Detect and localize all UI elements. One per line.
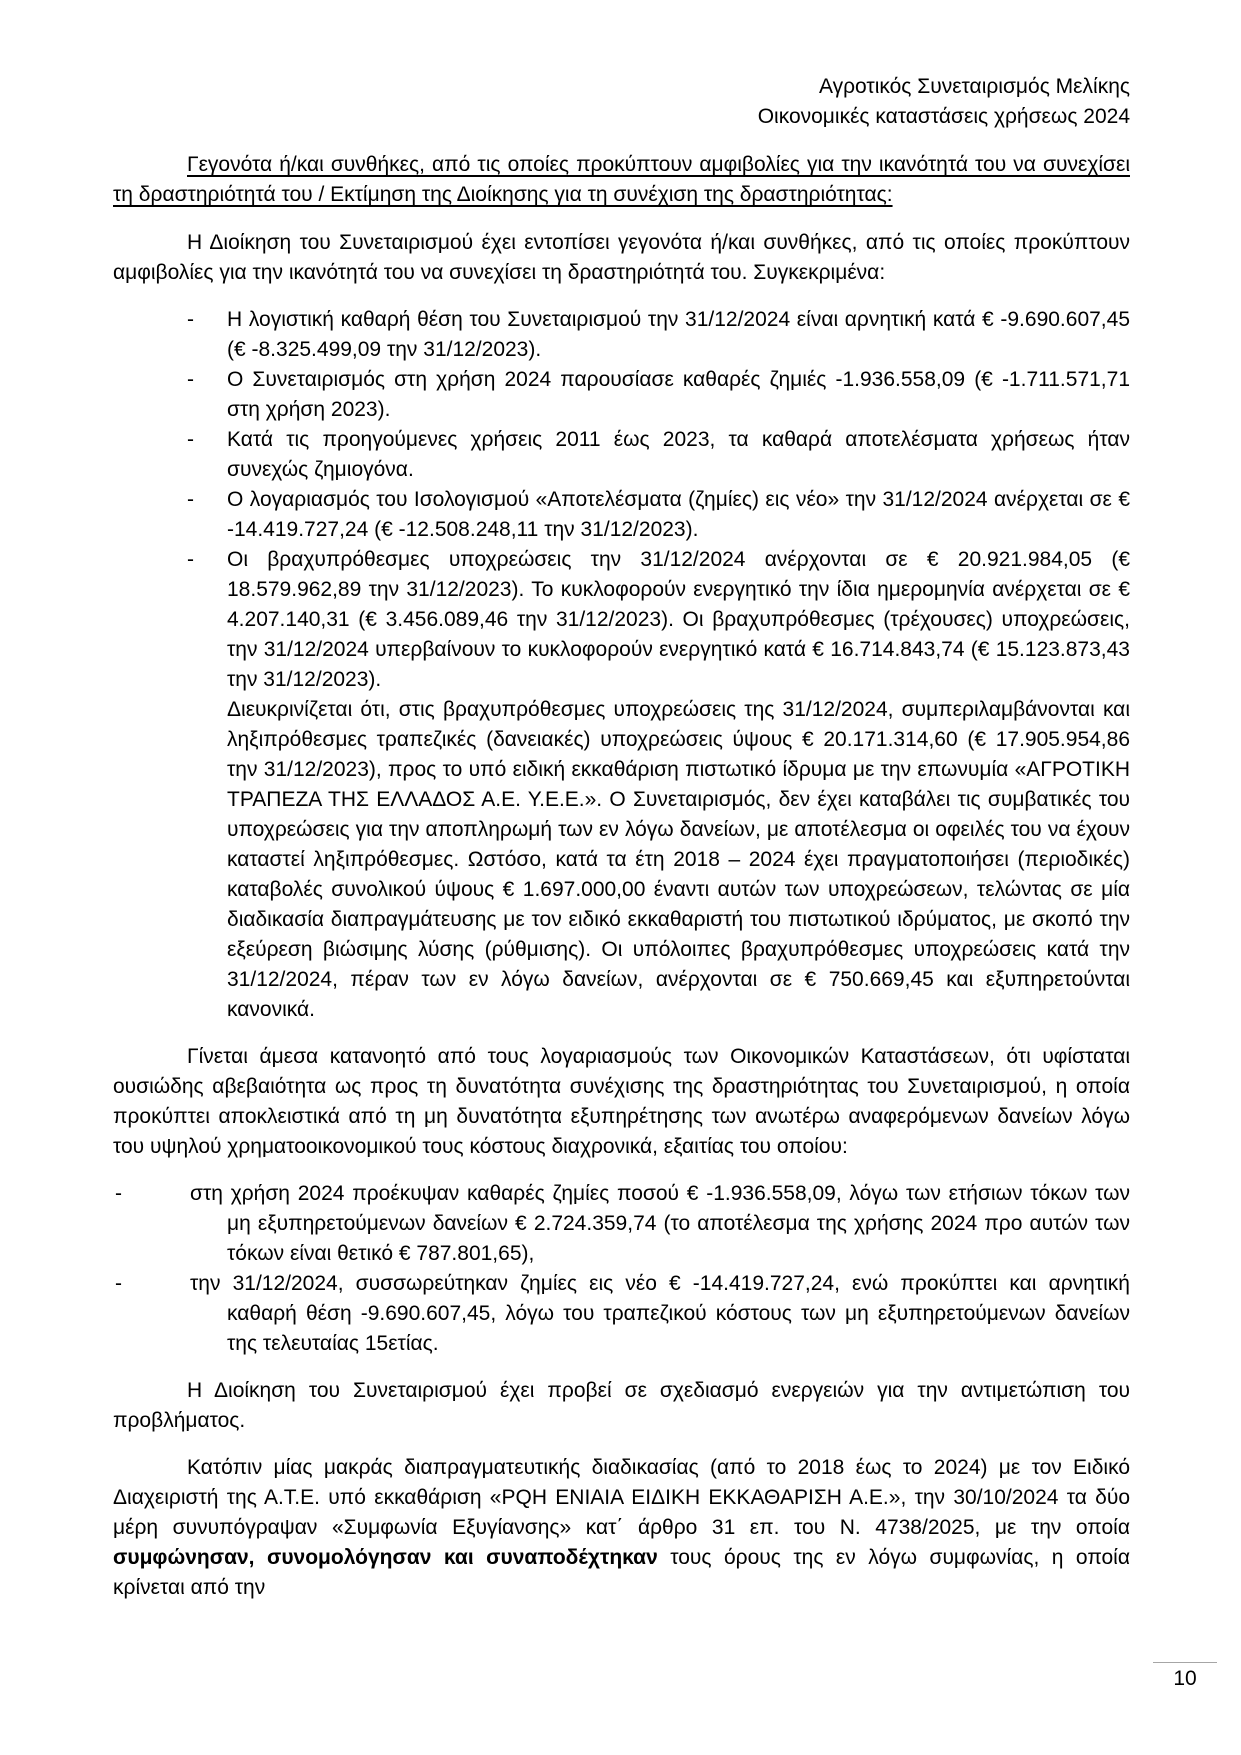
list-item: - την 31/12/2024, συσσωρεύτηκαν ζημίες εις νέο € -14.419.727,24, ενώ προκύπτει και αρνητική καθαρή θέση -9.690.607,45, λόγω του τραπεζικού κόστους των μη εξυπηρετούμενων δανείων της τελευταίας 15ετίας.: [115, 1272, 1130, 1355]
header-org-name: Αγροτικός Συνεταιρισμός Μελίκης: [818, 75, 1130, 98]
list-item-text: Ο Συνεταιρισμός στη χρήση 2024 παρουσίασε καθαρές ζημιές -1.936.558,09 (€ -1.711.571,71 στη χρήση 2023).: [227, 368, 1130, 421]
agreement-text-end: τους όρους της εν λόγω συμφωνίας, η οποία κρίνεται από την: [113, 1546, 1130, 1599]
list-item: [113, 305, 1130, 365]
list-item: [113, 545, 1130, 695]
going-concern-indicators-list: [113, 305, 1130, 695]
section-heading: Γεγονότα ή/και συνθήκες, από τις οποίες προκύπτουν αμφιβολίες για την ικανότητά του να συνεχίσει τη δραστηριότητά του / Εκτίμηση της Διοίκησης για τη συνέχιση της δραστηριότητας:: [113, 153, 1130, 206]
uncertainty-paragraph: Γίνεται άμεσα κατανοητό από τους λογαριασμούς των Οικονομικών Καταστάσεων, ότι υφίσταται ουσιώδης αβεβαιότητα ως προς τη δυνατότητα συνέχισης της δραστηριότητας του Συνεταιρισμού, η οποία προκύπτει αποκλειστικά από τη μη δυνατότητα εξυπηρέτησης των ανωτέρω αναφερόμενων δανείων λόγω του υψηλού χρηματοοικονομικού τους κόστους διαχρονικά, εξαιτίας του οποίου:: [113, 1045, 1130, 1158]
dash-marker: -: [187, 428, 194, 451]
list-item: [113, 485, 1130, 545]
list-item-text: Η λογιστική καθαρή θέση του Συνεταιρισμού την 31/12/2024 είναι αρνητική κατά € -9.690.607,45 (€ -8.325.499,09 την 31/12/2023).: [227, 308, 1130, 361]
list-item: [113, 425, 1130, 485]
document-header: [113, 72, 1130, 132]
agreement-text-bold: συμφώνησαν, συνομολόγησαν και συναποδέχτηκαν: [113, 1546, 658, 1569]
dash-marker: -: [187, 308, 194, 331]
loss-causes-list: [113, 1179, 1130, 1359]
list-item-text: Οι βραχυπρόθεσμες υποχρεώσεις την 31/12/2024 ανέρχονται σε € 20.921.984,05 (€ 18.579.962,89 την 31/12/2023). Το κυκλοφορούν ενεργητικό την ίδια ημερομηνία ανέρχεται σε € 4.207.140,31 (€ 3.456.089,46 την 31/12/2023). Οι βραχυπρόθεσμες (τρέχουσες) υποχρεώσεις, την 31/12/2024 υπερβαίνουν το κυκλοφορούν ενεργητικό κατά € 16.714.843,74 (€ 15.123.873,43 την 31/12/2023).: [227, 548, 1130, 691]
management-actions-paragraph: Η Διοίκηση του Συνεταιρισμού έχει προβεί σε σχεδιασμό ενεργειών για την αντιμετώπιση του προβλήματος.: [113, 1379, 1130, 1432]
header-doc-title: Οικονομικές καταστάσεις χρήσεως 2024: [757, 105, 1130, 128]
list-item-text: Κατά τις προηγούμενες χρήσεις 2011 έως 2023, τα καθαρά αποτελέσματα χρήσεως ήταν συνεχώς ζημιογόνα.: [227, 428, 1130, 481]
clarification-paragraph: Διευκρινίζεται ότι, στις βραχυπρόθεσμες υποχρεώσεις της 31/12/2024, συμπεριλαμβάνονται και ληξιπρόθεσμες τραπεζικές (δανειακές) υποχρεώσεις ύψους € 20.171.314,60 (€ 17.905.954,86 την 31/12/2023), προς το υπό ειδική εκκαθάριση πιστωτικό ίδρυμα με την επωνυμία «ΑΓΡΟΤΙΚΗ ΤΡΑΠΕΖΑ ΤΗΣ ΕΛΛΑΔΟΣ Α.Ε. Υ.Ε.Ε.». Ο Συνεταιρισμός, δεν έχει καταβάλει τις συμβατικές του υποχρεώσεις για την αποπληρωμή των εν λόγω δανείων, με αποτέλεσμα οι οφειλές του να έχουν καταστεί ληξιπρόθεσμες. Ωστόσο, κατά τα έτη 2018 – 2024 έχει πραγματοποιήσει (περιοδικές) καταβολές συνολικού ύψους € 1.697.000,00 έναντι αυτών των υποχρεώσεων, τελώντας σε μία διαδικασία διαπραγμάτευσης με τον ειδικό εκκαθαριστή του πιστωτικού ιδρύματος, με σκοπό την εξεύρεση βιώσιμης λύσης (ρύθμισης). Οι υπόλοιπες βραχυπρόθεσμες υποχρεώσεις κατά την 31/12/2024, πέραν των εν λόγω δανείων, ανέρχονται σε € 750.669,45 και εξυπηρετούνται κανονικά.: [227, 698, 1130, 1021]
list-item-text: στη χρήση 2024 προέκυψαν καθαρές ζημίες ποσού € -1.936.558,09, λόγω των ετήσιων τόκων των μη εξυπηρετούμενων δανείων € 2.724.359,74 (το αποτέλεσμα της χρήσης 2024 προ αυτών των τόκων είναι θετικό € 787.801,65),: [190, 1182, 1130, 1265]
dash-marker: -: [187, 488, 194, 511]
dash-marker: -: [187, 548, 194, 571]
list-item: [113, 365, 1130, 425]
page-footer: [1153, 1662, 1217, 1693]
dash-marker: -: [187, 368, 194, 391]
intro-paragraph: Η Διοίκηση του Συνεταιρισμού έχει εντοπίσει γεγονότα ή/και συνθήκες, από τις οποίες προκύπτουν αμφιβολίες για την ικανότητά του να συνεχίσει τη δραστηριότητά του. Συγκεκριμένα:: [113, 231, 1130, 284]
list-item-text: Ο λογαριασμός του Ισολογισμού «Αποτελέσματα (ζημίες) εις νέο» την 31/12/2024 ανέρχεται σε € -14.419.727,24 (€ -12.508.248,11 την 31/12/2023).: [227, 488, 1130, 541]
list-item: - στη χρήση 2024 προέκυψαν καθαρές ζημίες ποσού € -1.936.558,09, λόγω των ετήσιων τόκων των μη εξυπηρετούμενων δανείων € 2.724.359,74 (το αποτέλεσμα της χρήσης 2024 προ αυτών των τόκων είναι θετικό € 787.801,65),: [115, 1182, 1130, 1265]
agreement-paragraph: [113, 1453, 1130, 1603]
agreement-text-start: Κατόπιν μίας μακράς διαπραγματευτικής διαδικασίας (από το 2018 έως το 2024) με τον Ειδικό Διαχειριστή της Α.Τ.Ε. υπό εκκαθάριση «PQH ΕΝΙΑΙΑ ΕΙΔΙΚΗ ΕΚΚΑΘΑΡΙΣΗ Α.Ε.», την 30/10/2024 τα δύο μέρη συνυπόγραψαν «Συμφωνία Εξυγίανσης» κατ΄ άρθρο 31 επ. του Ν. 4738/2025, με την οποία: [113, 1456, 1130, 1539]
page-number: 10: [1173, 1667, 1197, 1690]
list-item-text: την 31/12/2024, συσσωρεύτηκαν ζημίες εις νέο € -14.419.727,24, ενώ προκύπτει και αρνητική καθαρή θέση -9.690.607,45, λόγω του τραπεζικού κόστους των μη εξυπηρετούμενων δανείων της τελευταίας 15ετίας.: [190, 1272, 1130, 1355]
